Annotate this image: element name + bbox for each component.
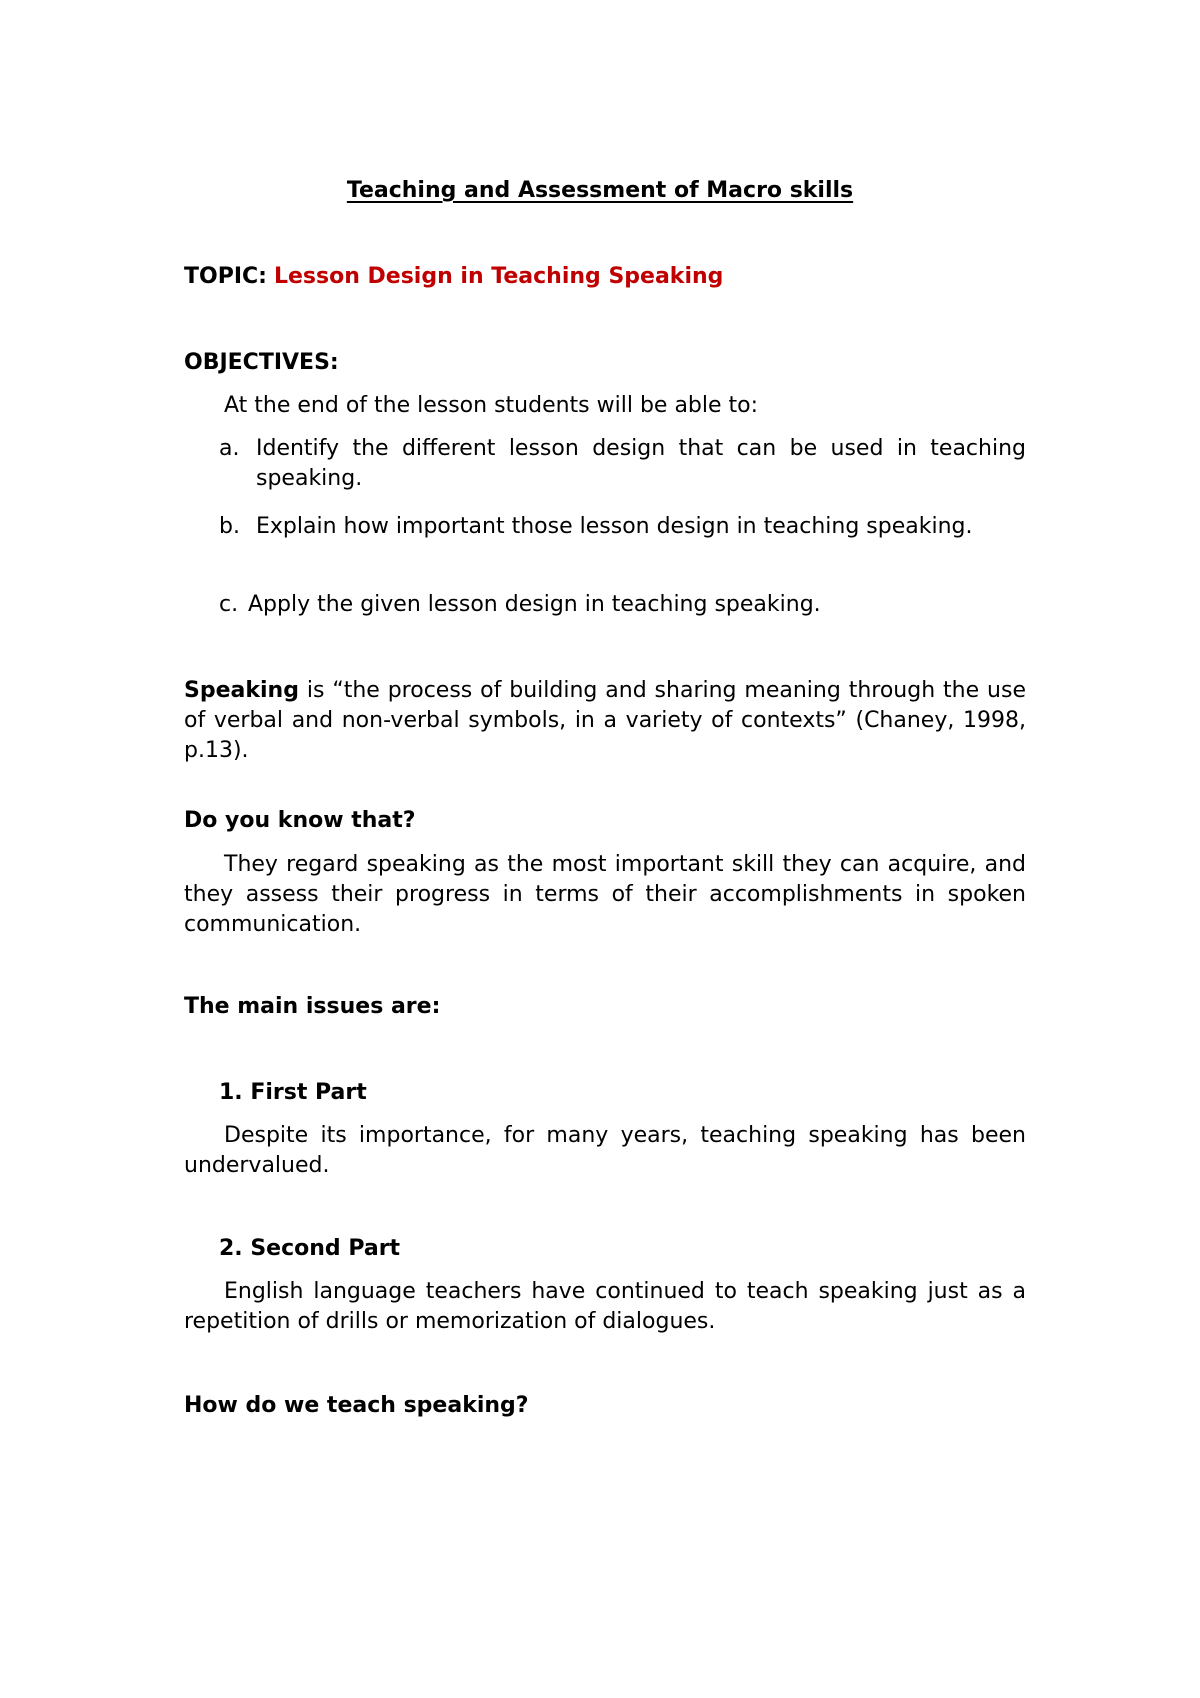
know-paragraph: They regard speaking as the most important skill they can acquire, and they assess their progress in terms of their accomplishments in spoken communication.	[184, 852, 1026, 937]
definition-text: is “the process of building and sharing meaning through the use of verbal and non-verbal symbols, in a variety of contexts” (Chaney, 1998, p.13).	[184, 678, 1026, 763]
topic-line	[184, 262, 1026, 292]
objective-text: Identify the different lesson design that can be used in teaching speaking.	[256, 436, 1026, 491]
objective-item-b	[219, 512, 1026, 542]
objective-marker: a.	[219, 436, 240, 461]
part-one-heading: 1. First Part	[219, 1080, 367, 1105]
objectives-intro: At the end of the lesson students will be able to:	[224, 393, 759, 418]
objective-item-c	[219, 590, 1026, 620]
know-heading: Do you know that?	[184, 808, 416, 833]
part-two-heading: 2. Second Part	[219, 1236, 401, 1261]
document-title: Teaching and Assessment of Macro skills	[346, 178, 854, 203]
part-two-text: English language teachers have continued to teach speaking just as a repetition of drills or memorization of dialogues.	[184, 1279, 1026, 1334]
objective-marker: b.	[219, 514, 240, 539]
topic-value: Lesson Design in Teaching Speaking	[273, 264, 724, 289]
definition-term: Speaking	[184, 678, 299, 703]
objectives-heading: OBJECTIVES:	[184, 350, 339, 375]
speaking-definition	[184, 676, 1026, 766]
objective-text: Apply the given lesson design in teaching speaking.	[248, 592, 821, 617]
part-one-text: Despite its importance, for many years, teaching speaking has been undervalued.	[184, 1123, 1026, 1178]
objective-item-a	[219, 434, 1026, 494]
topic-label: TOPIC:	[184, 264, 267, 289]
final-heading: How do we teach speaking?	[184, 1393, 529, 1418]
objective-marker: c.	[219, 592, 239, 617]
issues-heading: The main issues are:	[184, 994, 441, 1019]
objective-text: Explain how important those lesson design in teaching speaking.	[256, 514, 973, 539]
